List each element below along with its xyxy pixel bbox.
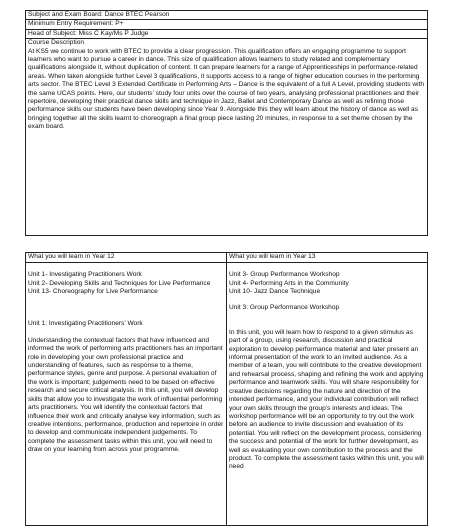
entry-requirement-cell: Minimum Entry Requirement: P+	[26, 20, 428, 29]
year12-heading: What you will learn in Year 12	[26, 253, 227, 263]
year12-detail-title: Unit 1: Investigating Practitioners’ Work	[28, 320, 143, 328]
subject-cell: Subject and Exam Board: Dance BTEC Pearson	[26, 11, 428, 20]
year13-unit-item: Unit 4- Performing Arts in the Community	[229, 279, 349, 287]
header-table	[25, 10, 428, 526]
year12-unit-item: Unit 13- Choreography for Live Performance	[28, 288, 158, 296]
year13-unit-item: Unit 10- Jazz Dance Technique	[229, 288, 321, 296]
year13-heading: What you will learn in Year 13	[227, 253, 428, 263]
year13-detail-text: In this unit, you will learn how to respond to a given stimulus as part of a group, using research, discussion and practical exploration to develop performance material and later present an informal presentation of the work to an invited audience. As a member of a team, you will contribute to the creative development and rehearsal process, shaping and refining the work and applying performance and teamwork skills. You will share responsibility for creative decisions regarding the nature and direction of the intended performance, and your individual contribution will reflect your own skills through the group’s interests and ideas. The workshop performance will be an opportunity to try out the work before an audience to invite discussion and evaluation of its potential. You will reflect on the development process, considering the success and potential of the work for further development, as well as evaluating your own contribution to the process and the product. To complete the assessment tasks within this unit, you will need	[229, 328, 424, 471]
year13-unit-item: Unit 3- Group Performance Workshop	[229, 271, 340, 279]
course-description-text: At KS5 we continue to work with BTEC to provide a clear progression. This qualification offers an engaging programme to support learners who want to pursue a career in dance. This size of qualification allows learners to study related and complementary qualifications alongside it, without duplication of content. It can prepare learners for a range of Apprenticeships in performance-related areas. When taken alongside further Level 3 qualifications, it supports access to a range of higher education courses in the performing arts sector. The BTEC Level 3 Extended Certificate in Performing Arts – Dance is the equivalent of a full A Level, providing students with the same UCAS points. Here, our students’ study four units over the course of two years, analysing professional practitioners and their repertoire, developing their practical dance skills and technique in Jazz, Ballet and Contemporary Dance as well as refining those performance skills our students have been developing since Year 9. Alongside this they will learn about the history of dance as well as bringing together all the skills learnt to choreograph a final group piece lasting 20 minutes, in response to a set theme chosen by the exam board.	[28, 47, 425, 131]
course-description-cell	[26, 39, 428, 236]
table-gap	[26, 236, 428, 253]
year13-unit3-title: Unit 3: Group Performance Workshop	[229, 304, 340, 312]
year12-content	[26, 263, 227, 526]
year13-content	[227, 263, 428, 526]
head-of-subject-cell: Head of Subject: Miss C Kay/Ms P Judge	[26, 29, 428, 38]
year12-detail-text: Understanding the contextual factors that have influenced and informed the work of performing arts practitioners has an important role in developing your own professional practice and understanding of features, such as response to a theme, performance styles, genre and purpose. A personal evaluation of the work is important; judgements need to be based on effective research and secure critical analysis. In this unit, you will develop skills that allow you to investigate the work of influential performing arts practitioners. You will identify the contextual factors that influence their work and critically analyse key information, such as creative intentions, performance, production and repertoire in order to develop and communicate independent judgements. To complete the assessment tasks within this unit, you will need to draw on your learning from across your programme.	[28, 336, 224, 454]
year12-unit-item: Unit 2- Developing Skills and Techniques for Live Performance	[28, 279, 211, 287]
course-info-document	[25, 10, 428, 526]
course-description-label: Course Description	[28, 39, 85, 47]
year12-unit-item: Unit 1- Investigating Practitioners Work	[28, 271, 142, 279]
